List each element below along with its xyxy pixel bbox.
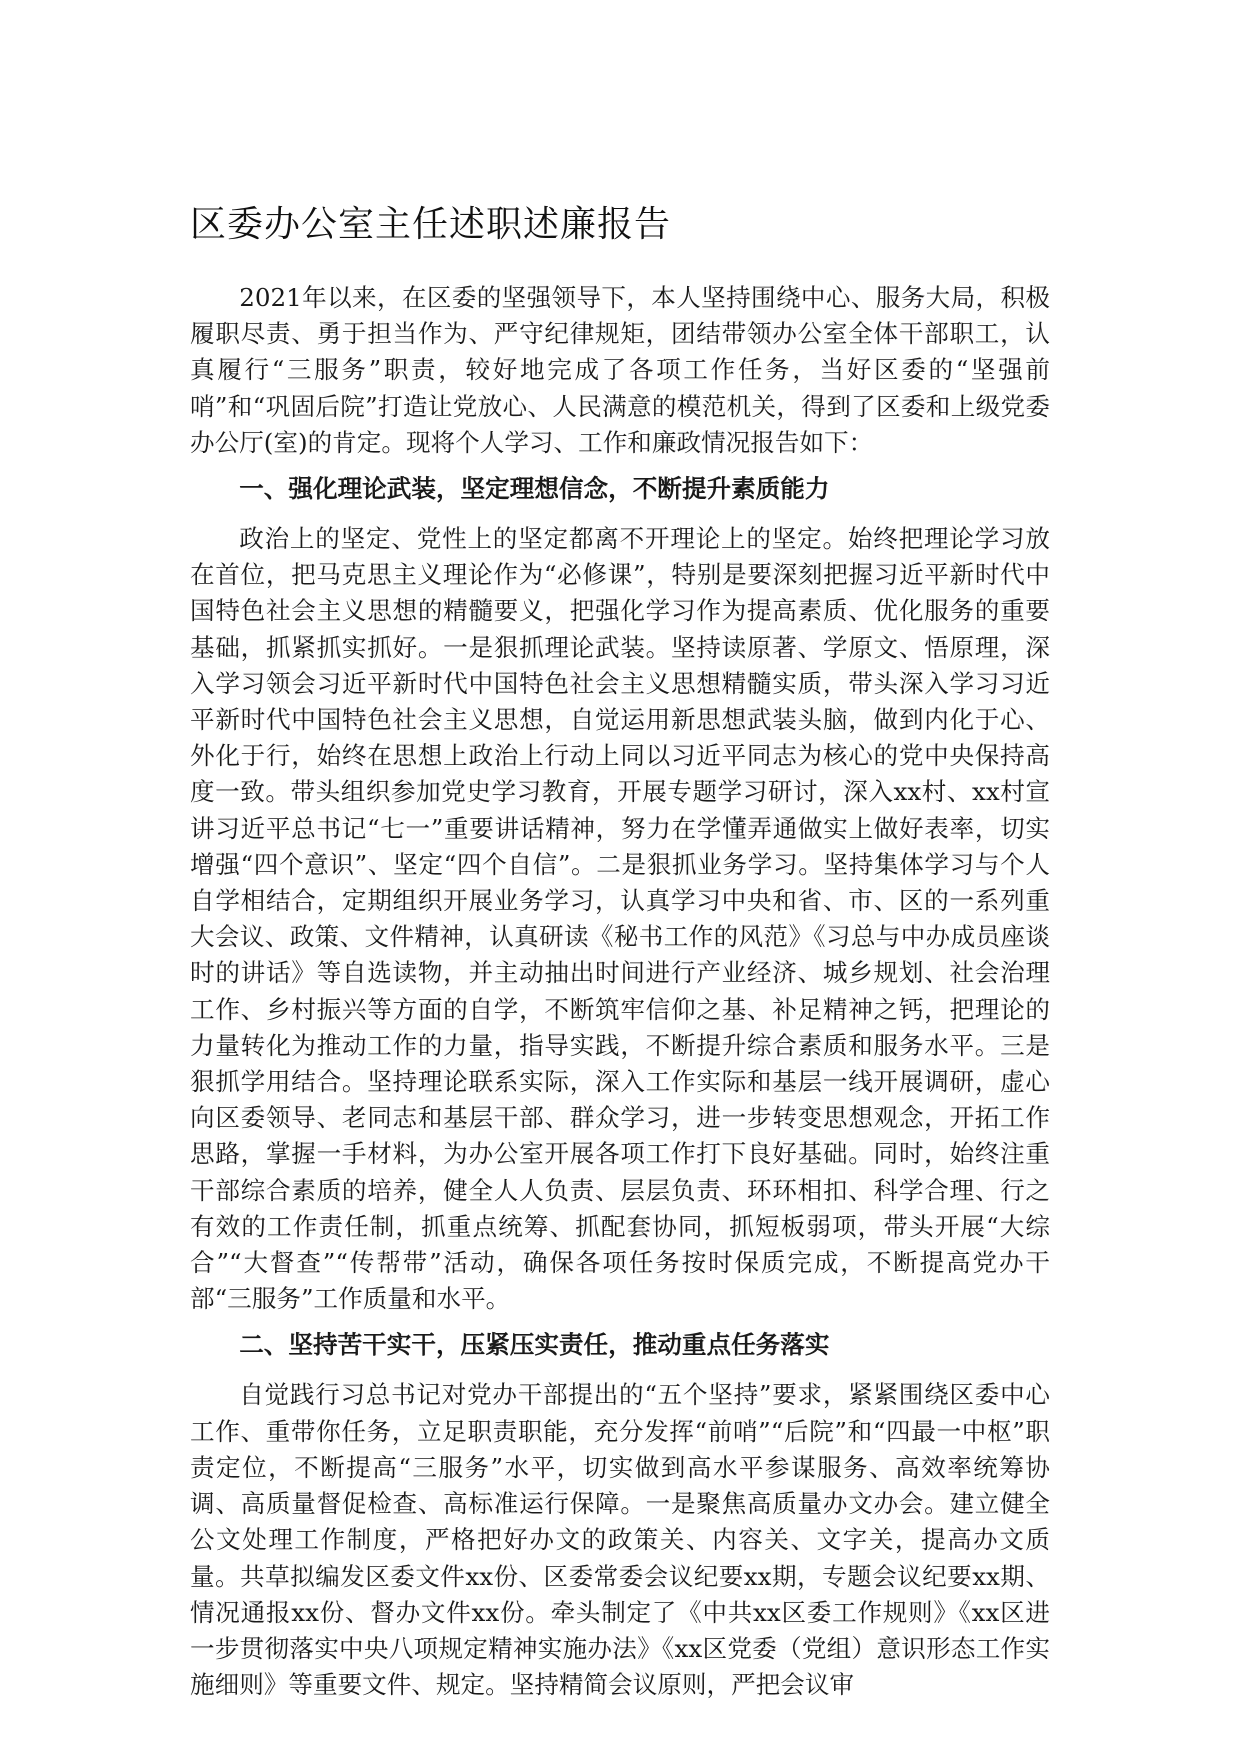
document-page xyxy=(190,200,1050,1703)
section-heading-2: 二、坚持苦干实干，压紧压实责任，推动重点任务落实 xyxy=(239,1330,830,1360)
intro-paragraph: 2021年以来，在区委的坚强领导下，本人坚持围绕中心、服务大局，积极履职尽责、勇于担当作为、严守纪律规矩，团结带领办公室全体干部职工，认真履行“三服务”职责，较好地完成了各项工作任务，当好区委的“坚强前哨”和“巩固后院”打造让党放心、人民满意的模范机关，得到了区委和上级党委办公厅(室)的肯定。现将个人学习、工作和廉政情况报告如下： xyxy=(190,283,1050,457)
section-body-1: 政治上的坚定、党性上的坚定都离不开理论上的坚定。始终把理论学习放在首位，把马克思主义理论作为“必修课”，特别是要深刻把握习近平新时代中国特色社会主义思想的精髓要义，把强化学习作为提高素质、优化服务的重要基础，抓紧抓实抓好。一是狠抓理论武装。坚持读原著、学原文、悟原理，深入学习领会习近平新时代中国特色社会主义思想精髓实质，带头深入学习习近平新时代中国特色社会主义思想，自觉运用新思想武装头脑，做到内化于心、外化于行，始终在思想上政治上行动上同以习近平同志为核心的党中央保持高度一致。带头组织参加党史学习教育，开展专题学习研讨，深入xx村、xx村宣讲习近平总书记“七一”重要讲话精神，努力在学懂弄通做实上做好表率，切实增强“四个意识”、坚定“四个自信”。二是狠抓业务学习。坚持集体学习与个人自学相结合，定期组织开展业务学习，认真学习中央和省、市、区的一系列重大会议、政策、文件精神，认真研读《秘书工作的风范》《习总与中办成员座谈时的讲话》等自选读物，并主动抽出时间进行产业经济、城乡规划、社会治理工作、乡村振兴等方面的自学，不断筑牢信仰之基、补足精神之钙，把理论的力量转化为推动工作的力量，指导实践，不断提升综合素质和服务水平。三是狠抓学用结合。坚持理论联系实际，深入工作实际和基层一线开展调研，虚心向区委领导、老同志和基层干部、群众学习，进一步转变思想观念，开拓工作思路，掌握一手材料，为办公室开展各项工作打下良好基础。同时，始终注重干部综合素质的培养，健全人人负责、层层负责、环环相扣、科学合理、行之有效的工作责任制，抓重点统筹、抓配套协同，抓短板弱项，带头开展“大综合”“大督查”“传帮带”活动，确保各项任务按时保质完成，不断提高党办干部“三服务”工作质量和水平。 xyxy=(190,524,1050,1314)
document-title: 区委办公室主任述职述廉报告 xyxy=(190,204,672,245)
section-body-2: 自觉践行习总书记对党办干部提出的“五个坚持”要求，紧紧围绕区委中心工作、重带你任务，立足职责职能，充分发挥“前哨”“后院”和“四最一中枢”职责定位，不断提高“三服务”水平，切实做到高水平参谋服务、高效率统筹协调、高质量督促检查、高标准运行保障。一是聚焦高质量办文办会。建立健全公文处理工作制度，严格把好办文的政策关、内容关、文字关，提高办文质量。共草拟编发区委文件xx份、区委常委会议纪要xx期，专题会议纪要xx期、情况通报xx份、督办文件xx份。牵头制定了《中共xx区委工作规则》《xx区进一步贯彻落实中央八项规定精神实施办法》《xx区党委（党组）意识形态工作实施细则》等重要文件、规定。坚持精简会议原则，严把会议审 xyxy=(190,1380,1050,1700)
section-heading-1: 一、强化理论武装，坚定理想信念，不断提升素质能力 xyxy=(239,474,830,504)
